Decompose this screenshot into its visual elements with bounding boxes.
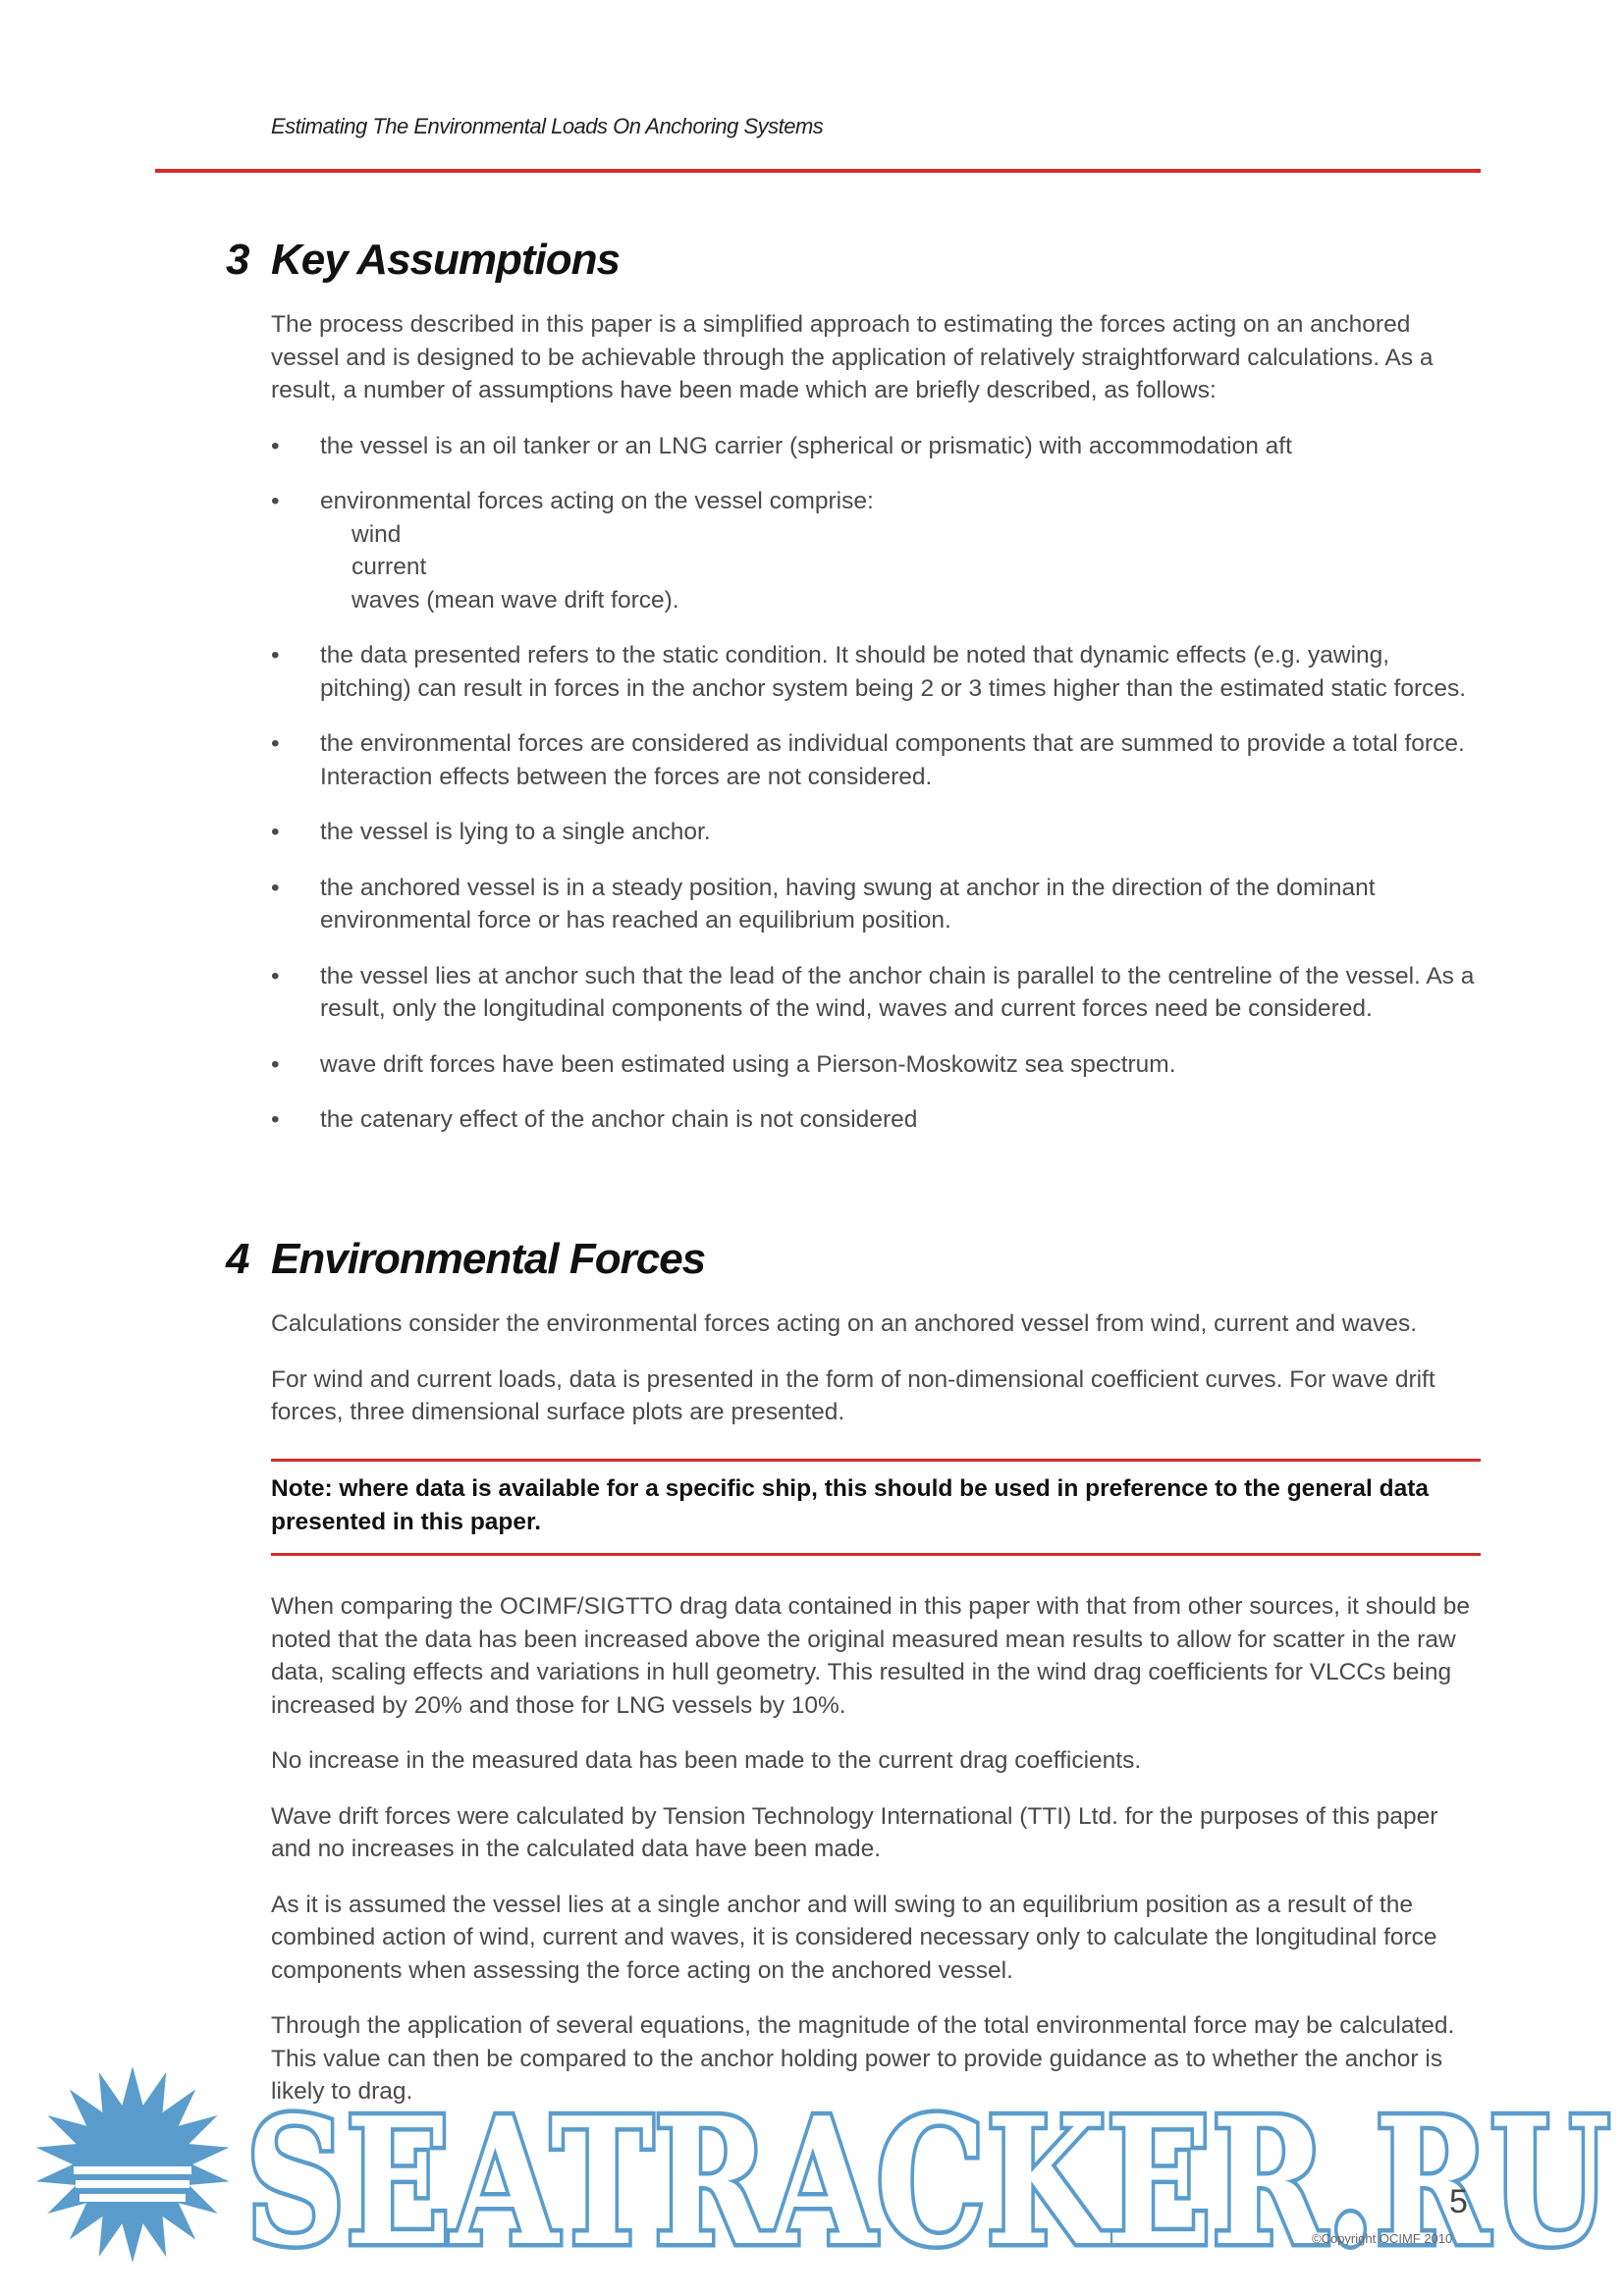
section-3-number: 3 bbox=[226, 236, 249, 284]
header-rule bbox=[155, 169, 1481, 173]
bullet-icon: • bbox=[271, 1106, 280, 1133]
list-item: • the vessel lies at anchor such that the lead of the anchor chain is parallel to the centreline of the vessel. As a result, only the longitudinal components of the wind, waves and current forces need be considered. bbox=[271, 960, 1479, 1026]
section-3-body bbox=[271, 308, 1479, 1159]
list-item: • wave drift forces have been estimated using a Pierson-Moskowitz sea spectrum. bbox=[271, 1048, 1479, 1082]
bullet-icon: • bbox=[271, 819, 280, 845]
bullet-icon: • bbox=[271, 432, 280, 459]
note-top-rule bbox=[271, 1459, 1481, 1462]
paragraph: Through the application of several equations, the magnitude of the total environmental force may be calculated. This value can then be compared to the anchor holding power to provide guidance as to whether the anchor is likely to drag. bbox=[271, 2012, 1455, 2105]
section-4-number: 4 bbox=[226, 1235, 249, 1283]
sub-item-waves: waves (mean wave drift force). bbox=[352, 586, 679, 614]
list-item: • the vessel is an oil tanker or an LNG carrier (spherical or prismatic) with accommodation aft bbox=[271, 430, 1479, 463]
bullet-icon: • bbox=[271, 962, 280, 989]
section-4-title: Environmental Forces bbox=[271, 1235, 706, 1283]
paragraph: Calculations consider the environmental forces acting on an anchored vessel from wind, current and waves. bbox=[271, 1310, 1418, 1337]
paragraph: As it is assumed the vessel lies at a single anchor and will swing to an equilibrium position as a result of the combined action of wind, current and waves, it is considered necessary only to calculate the longitudinal force components when assessing the force acting on the anchored vessel. bbox=[271, 1891, 1437, 1984]
bullet-icon: • bbox=[271, 874, 280, 901]
list-item: • the catenary effect of the anchor chain is not considered bbox=[271, 1103, 1479, 1137]
bullet-icon: • bbox=[271, 488, 280, 514]
paragraph: Wave drift forces were calculated by Tension Technology International (TTI) Ltd. for the purposes of this paper and no increases in the calculated data have been made. bbox=[271, 1802, 1438, 1862]
sub-item-current: current bbox=[352, 554, 427, 580]
paragraph: For wind and current loads, data is presented in the form of non-dimensional coefficient curves. For wave drift forces, three dimensional surface plots are presented. bbox=[271, 1365, 1435, 1425]
section-3-title: Key Assumptions bbox=[271, 236, 621, 284]
section-4-intro-body bbox=[271, 1308, 1479, 1452]
bullet-icon: • bbox=[271, 642, 280, 668]
copyright-notice: ©Copyright OCIMF 2010 bbox=[1312, 2231, 1453, 2246]
bullet-icon: • bbox=[271, 730, 280, 757]
list-item: • the vessel is lying to a single anchor. bbox=[271, 816, 1479, 849]
list-item: • the anchored vessel is in a steady position, having swung at anchor in the direction of the dominant environmental force or has reached an equilibrium position. bbox=[271, 872, 1479, 937]
sun-logo-icon bbox=[33, 2066, 231, 2263]
force-components-list bbox=[320, 518, 1479, 617]
assumptions-list bbox=[271, 430, 1479, 1137]
list-item: • the environmental forces are considered as individual components that are summed to provide a total force. Interaction effects between the forces are not considered. bbox=[271, 727, 1479, 793]
running-header: Estimating The Environmental Loads On Anchoring Systems bbox=[271, 114, 824, 138]
paragraph: No increase in the measured data has been made to the current drag coefficients. bbox=[271, 1747, 1142, 1774]
page-number: 5 bbox=[1449, 2183, 1468, 2220]
note-bottom-rule bbox=[271, 1553, 1481, 1556]
note-callout: Note: where data is available for a specific ship, this should be used in preference to the general data presented in this paper. bbox=[271, 1475, 1430, 1535]
section-4-main-body bbox=[271, 1590, 1479, 2131]
watermark-text: SEATRACKER.RU bbox=[245, 2079, 1610, 2268]
sub-item-wind: wind bbox=[352, 520, 402, 548]
section-3-heading bbox=[226, 236, 620, 285]
paragraph: When comparing the OCIMF/SIGTTO drag data contained in this paper with that from other sources, it should be noted that the data has been increased above the original measured mean results to allow for scatter in the raw data, scaling effects and variations in hull geometry. This resulted in the wind drag coefficients for VLCCs being increased by 20% and those for LNG vessels by 10%. bbox=[271, 1593, 1471, 1719]
list-item: • environmental forces acting on the vessel comprise: wind current waves (mean wave drift force). bbox=[271, 485, 1479, 616]
section-4-heading bbox=[226, 1235, 705, 1284]
bullet-icon: • bbox=[271, 1050, 280, 1078]
list-item: • the data presented refers to the static condition. It should be noted that dynamic effects (e.g. yawing, pitching) can result in forces in the anchor system being 2 or 3 times higher than the estimated static forces. bbox=[271, 639, 1479, 705]
section-3-intro: The process described in this paper is a simplified approach to estimating the forces acting on an anchored vessel and is designed to be achievable through the application of relatively straightforward calculations. As a result, a number of assumptions have been made which are briefly described, as follows: bbox=[271, 311, 1434, 403]
